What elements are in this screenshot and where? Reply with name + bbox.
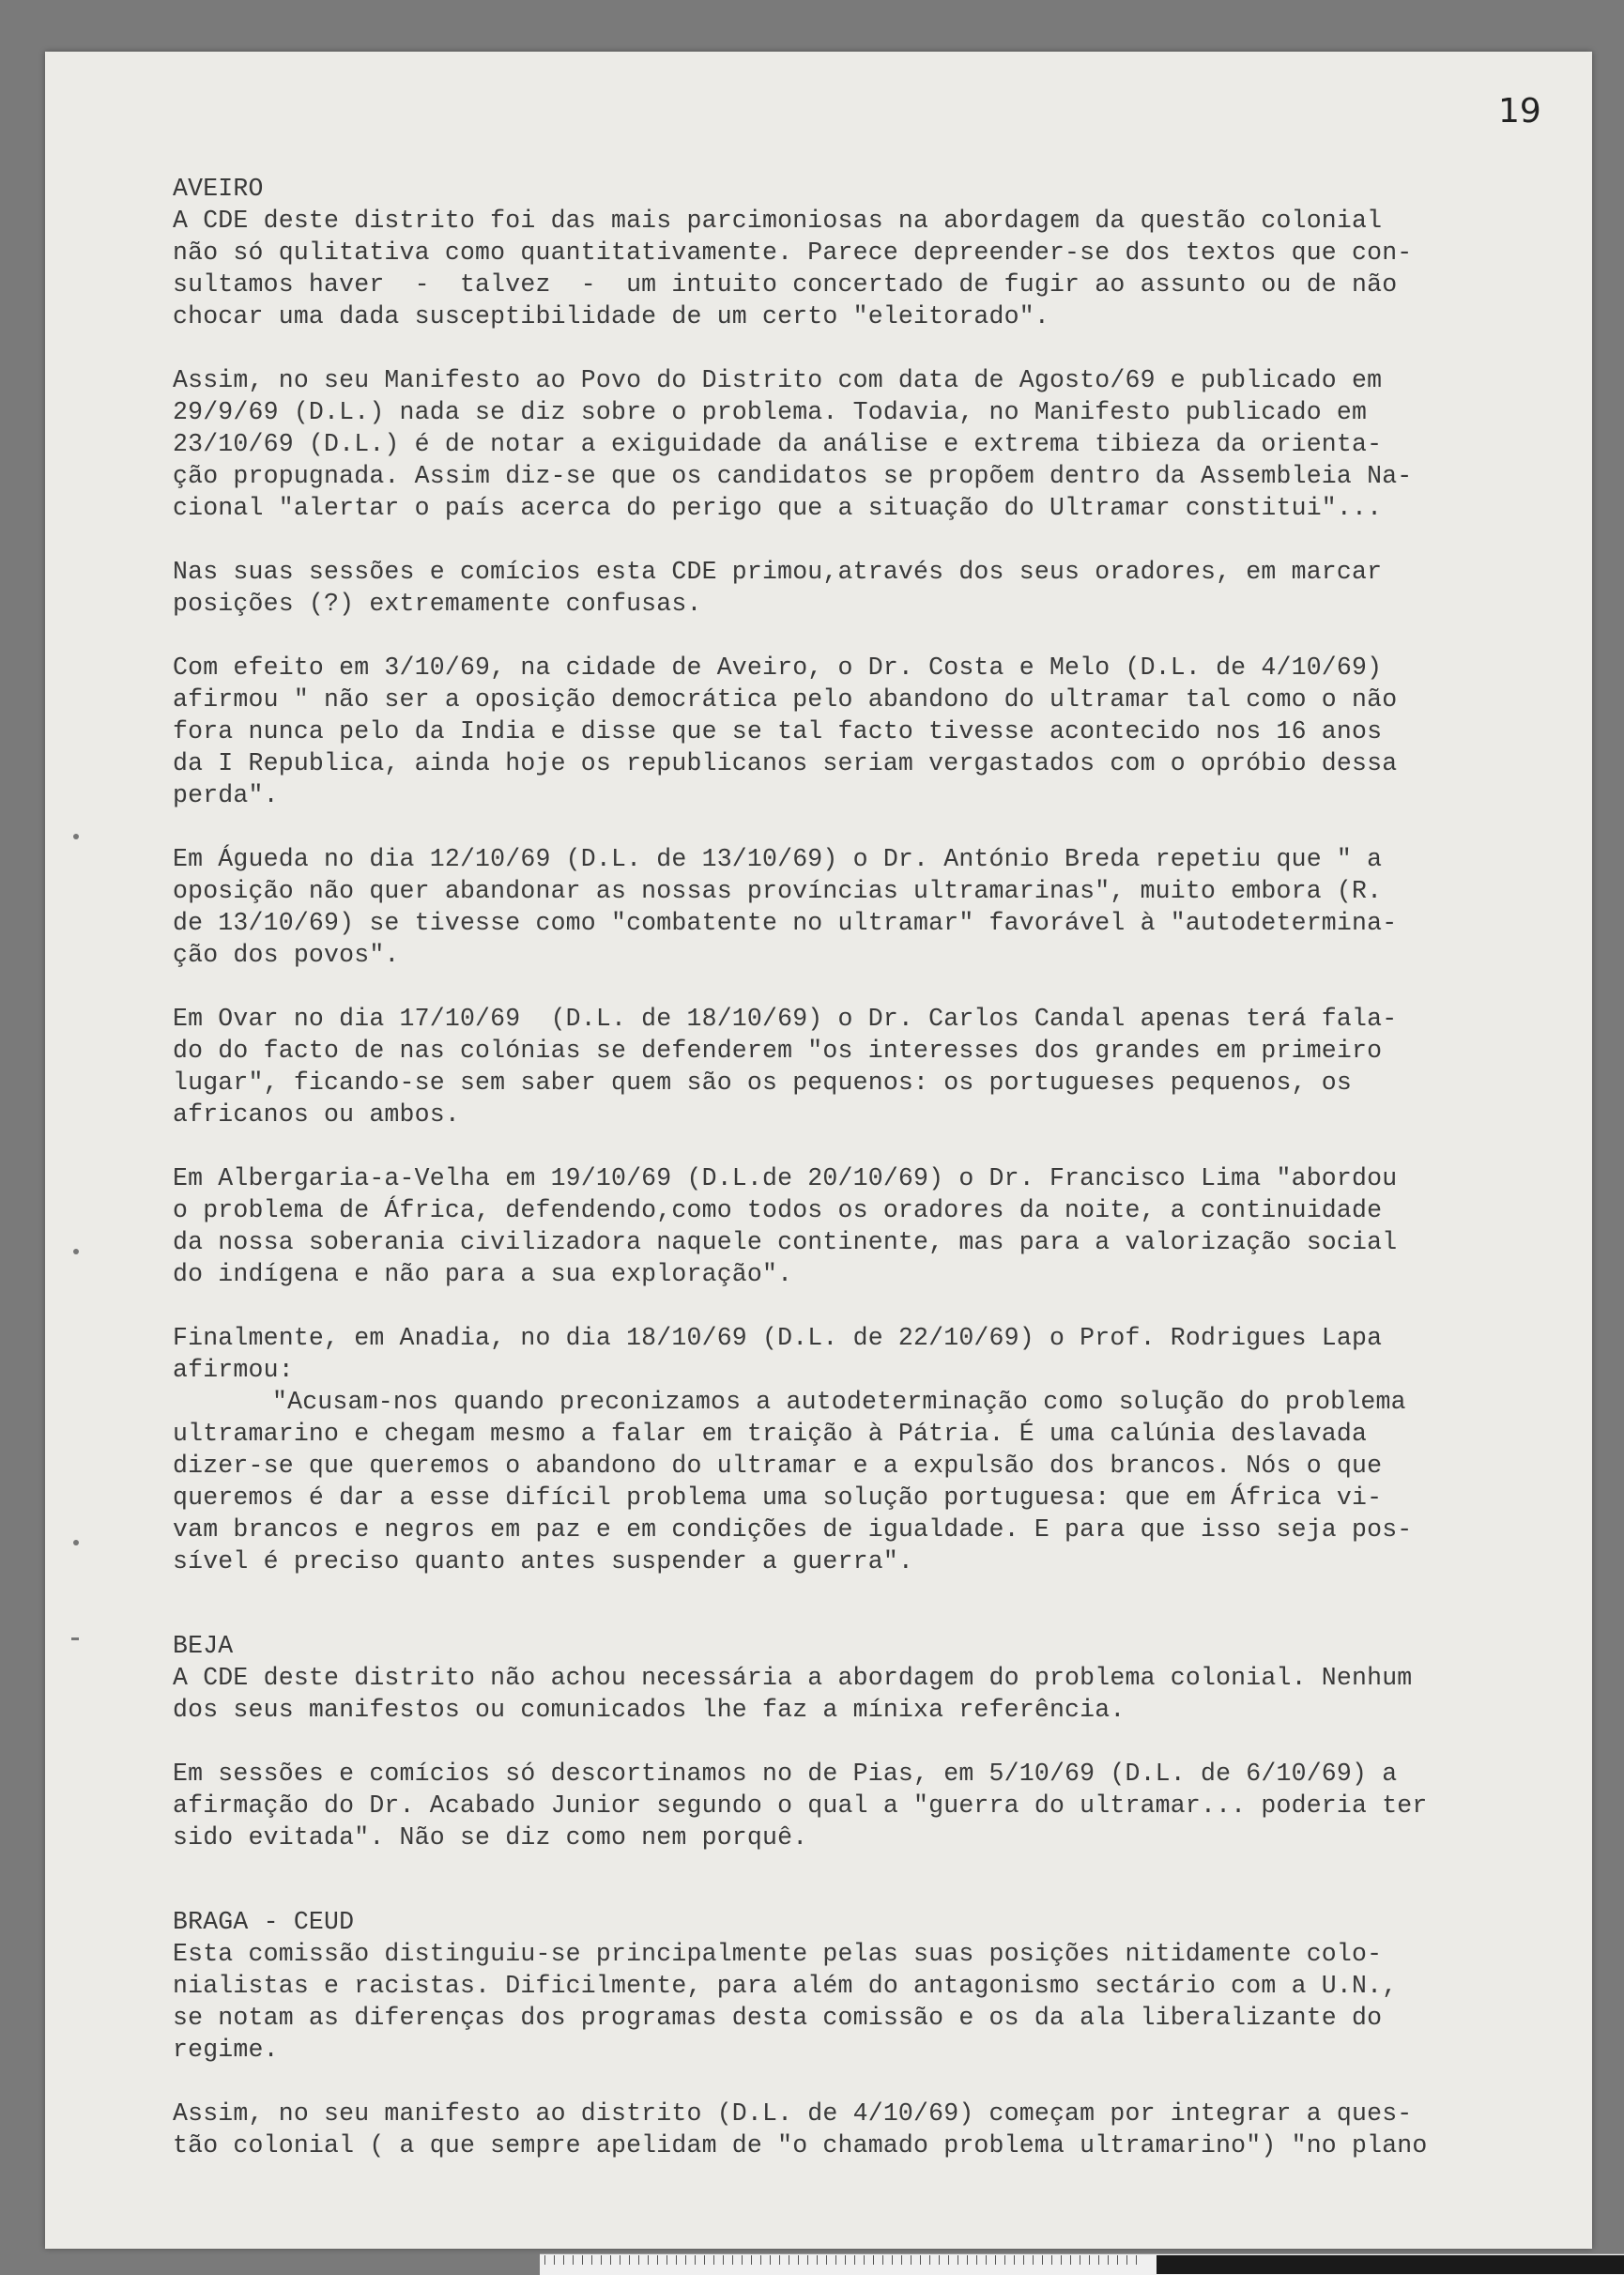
text-line: 23/10/69 (D.L.) é de notar a exiguidade da análise e extrema tibieza da orienta- <box>173 430 1383 458</box>
document-body <box>173 173 1571 2161</box>
text-line: do do facto de nas colónias se defenderem "os interesses dos grandes em primeiro <box>173 1037 1383 1065</box>
text-line: ção propugnada. Assim diz-se que os candidatos se propõem dentro da Assembleia Na- <box>173 462 1413 490</box>
text-line: Nas suas sessões e comícios esta CDE primou,através dos seus oradores, em marcar <box>173 558 1383 586</box>
text-line: AVEIRO <box>173 175 264 203</box>
paragraph-ovar <box>173 1003 1571 1130</box>
paragraph-aveiro-manifesto <box>173 364 1571 524</box>
text-line: Com efeito em 3/10/69, na cidade de Aveiro, o Dr. Costa e Melo (D.L. de 4/10/69) <box>173 653 1383 682</box>
scan-ruler-dark <box>1157 2255 1624 2274</box>
text-line: Em Águeda no dia 12/10/69 (D.L. de 13/10/69) o Dr. António Breda repetiu que " a <box>173 845 1383 873</box>
text-line: afirmou " não ser a oposição democrática pelo abandono do ultramar tal como o não <box>173 685 1398 714</box>
text-line: vam brancos e negros em paz e em condições de igualdade. E para que isso seja pos- <box>173 1515 1413 1544</box>
scan-ruler-ticks <box>544 2255 1145 2265</box>
text-line: de 13/10/69) se tivesse como "combatente no ultramar" favorável à "autodetermina- <box>173 909 1398 937</box>
text-line: queremos é dar a esse difícil problema uma solução portuguesa: que em África vi- <box>173 1483 1383 1512</box>
text-line: sultamos haver - talvez - um intuito concertado de fugir ao assunto ou de não <box>173 270 1398 299</box>
text-line: Assim, no seu Manifesto ao Povo do Distrito com data de Agosto/69 e publicado em <box>173 366 1383 394</box>
paragraph-aveiro-intro <box>173 173 1571 332</box>
text-line: Assim, no seu manifesto ao distrito (D.L. de 4/10/69) começam por integrar a ques- <box>173 2099 1413 2128</box>
paragraph-anadia <box>173 1322 1571 1386</box>
text-line: A CDE deste distrito não achou necessária a abordagem do problema colonial. Nenhum <box>173 1664 1413 1692</box>
text-line: BRAGA - CEUD <box>173 1908 355 1936</box>
margin-dot <box>73 1540 79 1545</box>
text-line: afirmação do Dr. Acabado Junior segundo o qual a "guerra do ultramar... poderia ter <box>173 1791 1428 1820</box>
text-line: tão colonial ( a que sempre apelidam de "o chamado problema ultramarino") "no plano <box>173 2131 1428 2160</box>
text-line: BEJA <box>173 1632 234 1660</box>
text-line: oposição não quer abandonar as nossas províncias ultramarinas", muito embora (R. <box>173 877 1383 905</box>
paragraph-lapa-quote <box>173 1386 1571 1577</box>
text-line: ultramarino e chegam mesmo a falar em traição à Pátria. É uma calúnia deslavada <box>173 1420 1368 1448</box>
margin-dot <box>73 834 79 839</box>
text-line: lugar", ficando-se sem saber quem são os pequenos: os portugueses pequenos, os <box>173 1068 1353 1097</box>
text-line: sível é preciso quanto antes suspender a guerra". <box>173 1547 914 1576</box>
text-line: se notam as diferenças dos programas desta comissão e os da ala liberalizante do <box>173 2004 1383 2032</box>
paragraph-agueda <box>173 843 1571 971</box>
text-line: A CDE deste distrito foi das mais parcimoniosas na abordagem da questão colonial <box>173 207 1383 235</box>
text-line: não só qulitativa como quantitativamente. Parece depreender-se dos textos que con- <box>173 238 1413 267</box>
paragraph-beja <box>173 1630 1571 1726</box>
text-line: dizer-se que queremos o abandono do ultramar e a expulsão dos brancos. Nós o que <box>173 1452 1383 1480</box>
paragraph-aveiro-sessions <box>173 556 1571 620</box>
text-line: 29/9/69 (D.L.) nada se diz sobre o problema. Todavia, no Manifesto publicado em <box>173 398 1368 426</box>
paragraph-braga-manifesto <box>173 2098 1571 2161</box>
text-line: da nossa soberania civilizadora naquele continente, mas para a valorização social <box>173 1228 1398 1256</box>
text-line: dos seus manifestos ou comunicados lhe faz a mínixa referência. <box>173 1696 1126 1724</box>
paragraph-costa-e-melo <box>173 652 1571 811</box>
text-line: "Acusam-nos quando preconizamos a autodeterminação como solução do problema <box>272 1388 1406 1416</box>
margin-dot <box>73 1249 79 1254</box>
text-line: cional "alertar o país acerca do perigo que a situação do Ultramar constitui"... <box>173 494 1383 522</box>
text-line: nialistas e racistas. Dificilmente, para além do antagonismo sectário com a U.N., <box>173 1972 1398 2000</box>
text-line: da I Republica, ainda hoje os republicanos seriam vergastados com o opróbio dessa <box>173 749 1398 777</box>
text-line: perda". <box>173 781 279 809</box>
text-line: Em sessões e comícios só descortinamos no de Pias, em 5/10/69 (D.L. de 6/10/69) a <box>173 1760 1398 1788</box>
text-line: fora nunca pelo da India e disse que se tal facto tivesse acontecido nos 16 anos <box>173 717 1383 746</box>
text-line: do indígena e não para a sua exploração". <box>173 1260 793 1288</box>
text-line: posições (?) extremamente confusas. <box>173 590 702 618</box>
text-line: Finalmente, em Anadia, no dia 18/10/69 (D.L. de 22/10/69) o Prof. Rodrigues Lapa <box>173 1324 1383 1352</box>
text-line: ção dos povos". <box>173 941 400 969</box>
paragraph-braga <box>173 1906 1571 2066</box>
paragraph-pias <box>173 1758 1571 1853</box>
text-line: o problema de África, defendendo,como todos os oradores da noite, a continuidade <box>173 1196 1383 1224</box>
text-line: Em Ovar no dia 17/10/69 (D.L. de 18/10/69) o Dr. Carlos Candal apenas terá fala- <box>173 1005 1398 1033</box>
text-line: sido evitada". Não se diz como nem porquê. <box>173 1823 808 1852</box>
paragraph-albergaria <box>173 1162 1571 1290</box>
text-line: chocar uma dada susceptibilidade de um certo "eleitorado". <box>173 302 1049 330</box>
page-number: 19 <box>1498 92 1541 131</box>
text-line: africanos ou ambos. <box>173 1100 460 1129</box>
text-line: regime. <box>173 2036 279 2064</box>
text-line: Esta comissão distinguiu-se principalmente pelas suas posições nitidamente colo- <box>173 1940 1383 1968</box>
margin-dash <box>71 1637 79 1640</box>
text-line: afirmou: <box>173 1356 294 1384</box>
text-line: Em Albergaria-a-Velha em 19/10/69 (D.L.de 20/10/69) o Dr. Francisco Lima "abordou <box>173 1164 1398 1192</box>
